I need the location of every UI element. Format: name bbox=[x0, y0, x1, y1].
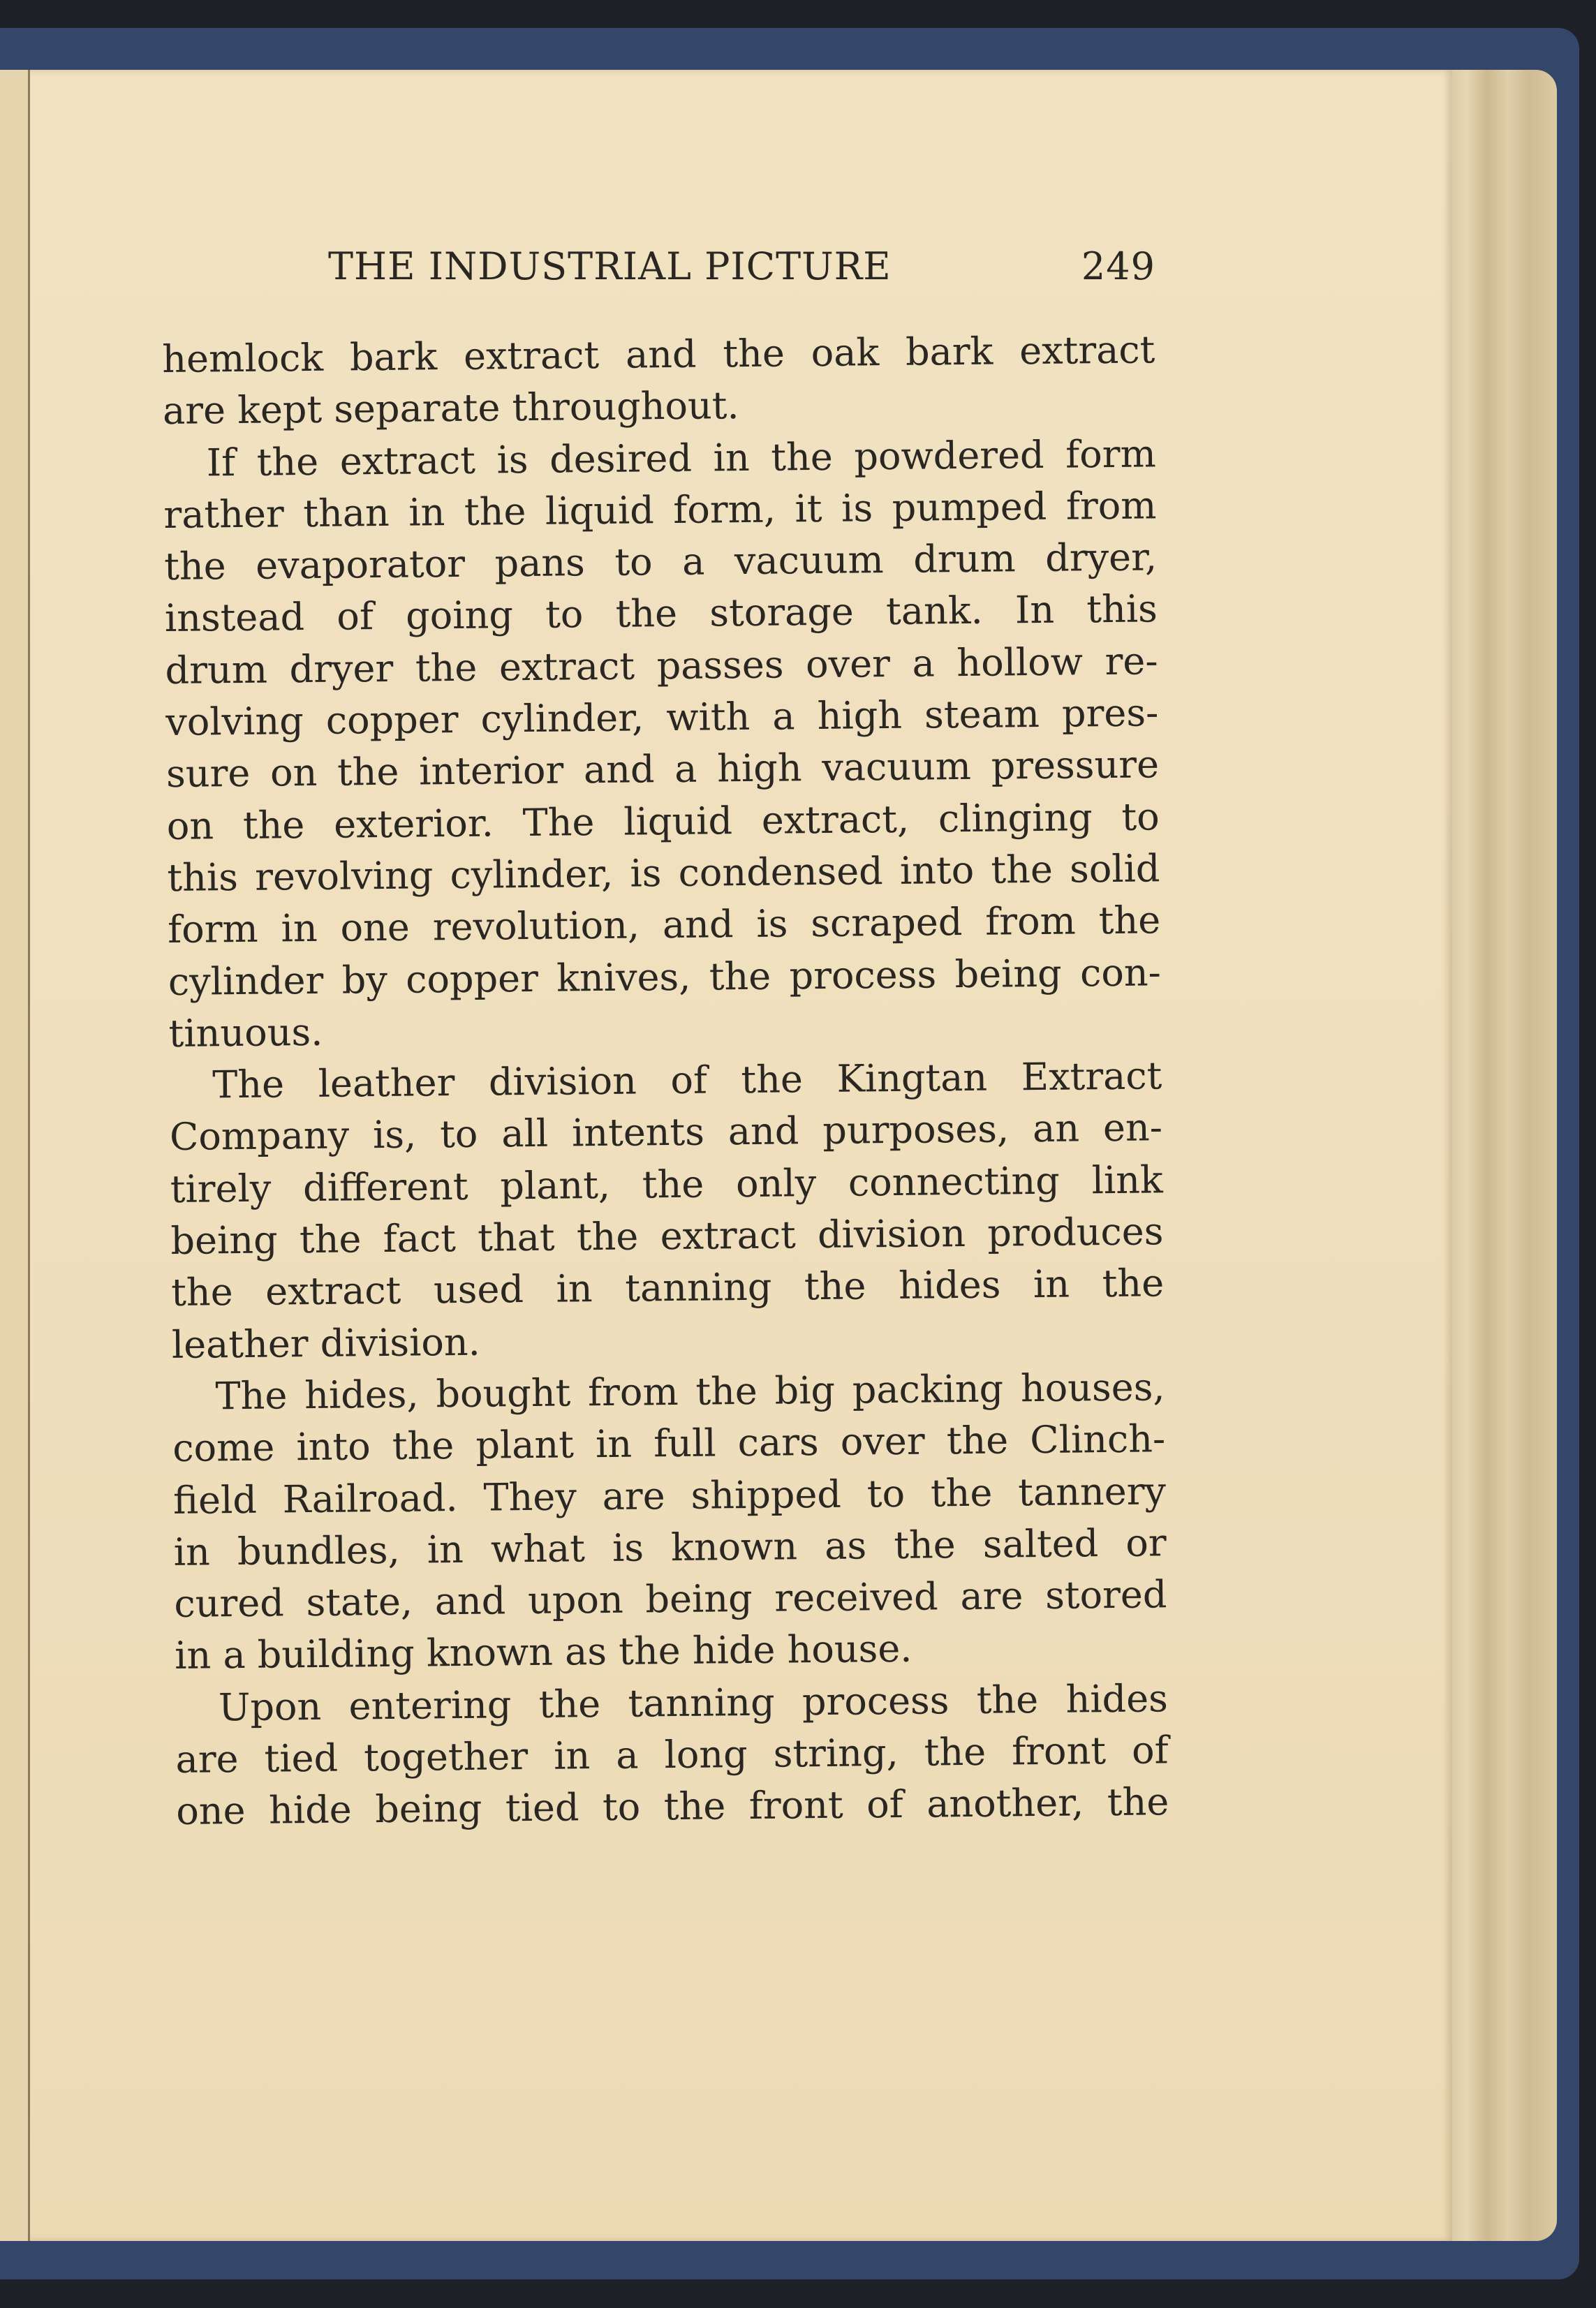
running-header bbox=[328, 244, 1155, 288]
text-line: leather division. bbox=[171, 1319, 481, 1367]
text-line: Upon entering the tanning process the hides bbox=[218, 1675, 1169, 1730]
text-line: in bundles, in what is known as the salted or bbox=[173, 1521, 1167, 1574]
text-line: sure on the interior and a high vacuum pressure bbox=[165, 742, 1160, 797]
text-line: tirely different plant, the only connecting link bbox=[170, 1157, 1163, 1211]
text-line: cylinder by copper knives, the process being con- bbox=[168, 949, 1162, 1004]
text-line: are tied together in a long string, the front of bbox=[175, 1728, 1169, 1782]
text-line: this revolving cylinder, is condensed into the solid bbox=[167, 846, 1160, 900]
text-line: Company is, to all intents and purposes, an en- bbox=[169, 1105, 1163, 1160]
text-line: form in one revolution, and is scraped from the bbox=[167, 898, 1161, 952]
text-line: on the exterior. The liquid extract, clinging to bbox=[166, 794, 1160, 848]
text-line: come into the plant in full cars over the Clinch- bbox=[172, 1416, 1166, 1471]
text-line: field Railroad. They are shipped to the tannery bbox=[172, 1468, 1167, 1523]
text-line: instead of going to the storage tank. In this bbox=[164, 586, 1158, 641]
text-line: The leather division of the Kingtan Extract bbox=[212, 1053, 1162, 1107]
running-title: THE INDUSTRIAL PICTURE bbox=[328, 244, 892, 288]
text-line: drum dryer the extract passes over a hollow re- bbox=[165, 639, 1158, 693]
text-line: If the extract is desired in the powdered form bbox=[206, 431, 1157, 484]
text-line: in a building known as the hide house. bbox=[174, 1627, 912, 1678]
text-line: are kept separate throughout. bbox=[162, 383, 739, 434]
text-line: volving copper cylinder, with a high steam pres- bbox=[165, 690, 1159, 745]
text-line: the evaporator pans to a vacuum drum dryer, bbox=[163, 535, 1158, 589]
body-text bbox=[162, 324, 1169, 1837]
text-line: one hide being tied to the front of another, the bbox=[176, 1780, 1169, 1834]
text-line: being the fact that the extract division produces bbox=[170, 1209, 1164, 1263]
left-page-edge bbox=[0, 70, 30, 2241]
text-line: hemlock bark extract and the oak bark extract bbox=[162, 327, 1155, 381]
text-line: the extract used in tanning the hides in the bbox=[170, 1261, 1165, 1315]
text-line: tinuous. bbox=[168, 1009, 323, 1056]
page-number: 249 bbox=[1081, 244, 1155, 288]
text-line: cured state, and upon being received are stored bbox=[174, 1572, 1167, 1627]
text-line: The hides, bought from the big packing houses, bbox=[215, 1365, 1165, 1419]
text-line: rather than in the liquid form, it is pumped from bbox=[163, 483, 1157, 537]
